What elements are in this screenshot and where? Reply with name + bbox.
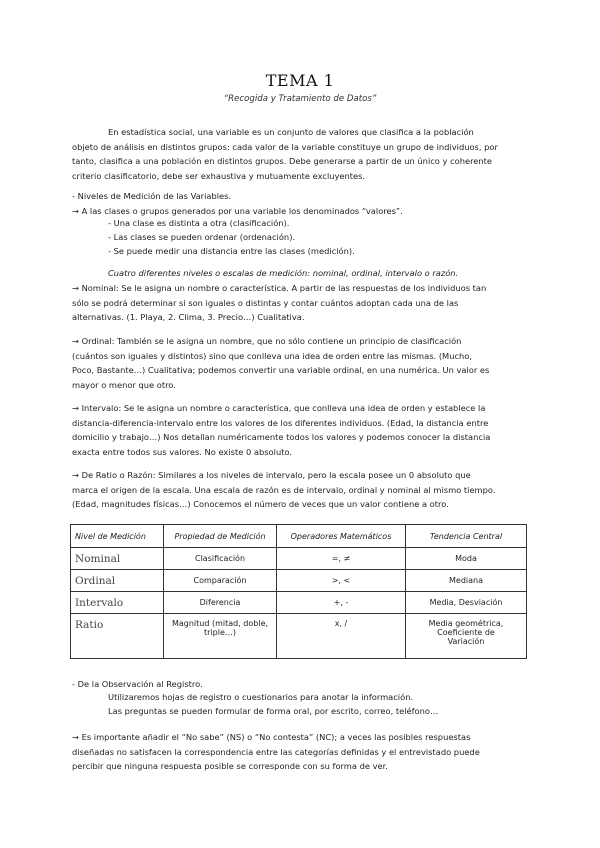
column-header: Tendencia Central — [406, 525, 527, 548]
property-cell: Diferencia — [164, 592, 277, 614]
escalas-heading: Cuatro diferentes niveles o escalas de medición: nominal, ordinal, intervalo o razón. — [108, 268, 459, 278]
paragraph-line: distancia-diferencia-intervalo entre los valores de los diferentes individuos. (Edad, la distancia entre — [72, 417, 489, 428]
niveles-intro: → A las clases o grupos generados por una variable los denominados “valores”. — [72, 205, 403, 216]
intro-line: tanto, clasifica a una población en distintos grupos. Debe generarse a partir de un único y coherente — [72, 156, 493, 167]
niveles-section — [72, 189, 532, 218]
observacion-section — [72, 677, 532, 692]
razon-paragraph — [72, 468, 532, 512]
paragraph-line: → Ordinal: También se le asigna un nombre, que no sólo contiene un principio de clasificación — [72, 336, 462, 346]
intro-paragraph — [72, 125, 532, 183]
property-cell: Clasificación — [164, 548, 277, 570]
nominal-paragraph — [72, 281, 532, 325]
section-heading: - De la Observación al Registro. — [72, 679, 203, 689]
level-cell: Nominal — [71, 548, 164, 570]
cell-line: Magnitud (mitad, doble, — [171, 619, 269, 628]
measurement-levels-table — [70, 524, 527, 659]
table-row — [71, 548, 527, 570]
list-item: - Se puede medir una distancia entre las clases (medición). — [108, 246, 355, 256]
paragraph-line: Poco, Bastante…) Cualitativa; podemos convertir una variable ordinal, en una numérica. Un valor es — [72, 365, 490, 376]
section-heading: - Niveles de Medición de las Variables. — [72, 191, 232, 201]
operators-cell: x, / — [277, 614, 406, 659]
paragraph-line: → De Ratio o Razón: Similares a los niveles de intervalo, pero la escala posee un 0 absoluto que — [72, 470, 471, 480]
intervalo-paragraph — [72, 401, 532, 459]
cell-line: Media geométrica, — [428, 619, 504, 628]
central-tendency-cell — [406, 614, 527, 659]
intro-line: objeto de análisis en distintos grupos: cada valor de la variable constituye un grupo de individuos, por — [72, 141, 498, 152]
operators-cell: +, - — [277, 592, 406, 614]
property-cell — [164, 614, 277, 659]
observacion-line: Las preguntas se pueden formular de forma oral, por escrito, correo, teléfono… — [108, 706, 439, 716]
column-header: Propiedad de Medición — [164, 525, 277, 548]
table-row — [71, 592, 527, 614]
paragraph-line: → Intervalo: Se le asigna un nombre o característica, que conlleva una idea de orden y establece la — [72, 403, 486, 413]
operators-cell: =, ≠ — [277, 548, 406, 570]
level-cell: Ordinal — [71, 570, 164, 592]
property-cell: Comparación — [164, 570, 277, 592]
central-tendency-cell: Moda — [406, 548, 527, 570]
list-item: - Las clases se pueden ordenar (ordenación). — [108, 232, 296, 242]
paragraph-line: marca el origen de la escala. Una escala de razón es de intervalo, ordinal y nominal al mismo tiempo. — [72, 484, 496, 495]
page-title: TEMA 1 — [265, 71, 335, 90]
paragraph-line: diseñadas no satisfacen la correspondencia entre las categorías definidas y el entrevistado puede — [72, 746, 480, 757]
paragraph-line: (cuántos son iguales y distintos) sino que conlleva una idea de orden entre las mismas. (Mucho, — [72, 350, 473, 361]
list-item: - Una clase es distinta a otra (clasificación). — [108, 218, 290, 228]
table-row — [71, 614, 527, 659]
paragraph-line: (Edad, magnitudes físicas…) Conocemos el número de veces que un valor contiene a otro. — [72, 499, 449, 510]
operators-cell: >, < — [277, 570, 406, 592]
central-tendency-cell: Mediana — [406, 570, 527, 592]
paragraph-line: domicilio y trabajo…) Nos detallan numéricamente todos los valores y podemos conocer la distancia — [72, 432, 491, 443]
level-cell: Ratio — [71, 614, 164, 659]
central-tendency-cell: Media, Desviación — [406, 592, 527, 614]
cell-line: triple…) — [204, 628, 236, 637]
cell-line: Coeficiente de — [437, 628, 495, 637]
intro-line: criterio clasificatorio, debe ser exhaustiva y mutuamente excluyentes. — [72, 170, 366, 181]
paragraph-line: exacta entre todos sus valores. No existe 0 absoluto. — [72, 446, 293, 457]
observacion-line: Utilizaremos hojas de registro o cuestionarios para anotar la información. — [108, 692, 414, 702]
paragraph-line: mayor o menor que otro. — [72, 379, 176, 390]
ordinal-paragraph — [72, 334, 532, 392]
paragraph-line: → Es importante añadir el “No sabe” (NS) o “No contesta” (NC); a veces las posibles respuestas — [72, 732, 471, 742]
page-subtitle: “Recogida y Tratamiento de Datos” — [223, 94, 377, 104]
table-header-row — [71, 525, 527, 548]
column-header: Operadores Matemáticos — [277, 525, 406, 548]
cell-line: Variación — [447, 637, 485, 646]
paragraph-line: → Nominal: Se le asigna un nombre o característica. A partir de las respuestas de los individuos tan — [72, 283, 487, 293]
paragraph-line: alternativas. (1. Playa, 2. Clima, 3. Precio…) Cualitativa. — [72, 312, 305, 323]
table-row — [71, 570, 527, 592]
column-header: Nivel de Medición — [71, 525, 164, 548]
intro-line: En estadística social, una variable es un conjunto de valores que clasifica a la población — [108, 127, 474, 137]
ns-nc-paragraph — [72, 730, 532, 774]
paragraph-line: sólo se podrá determinar si son iguales o distintas y contar cuántos adoptan cada una de las — [72, 297, 459, 308]
paragraph-line: percibir que ninguna respuesta posible se corresponde con su forma de ver. — [72, 761, 388, 772]
level-cell: Intervalo — [71, 592, 164, 614]
